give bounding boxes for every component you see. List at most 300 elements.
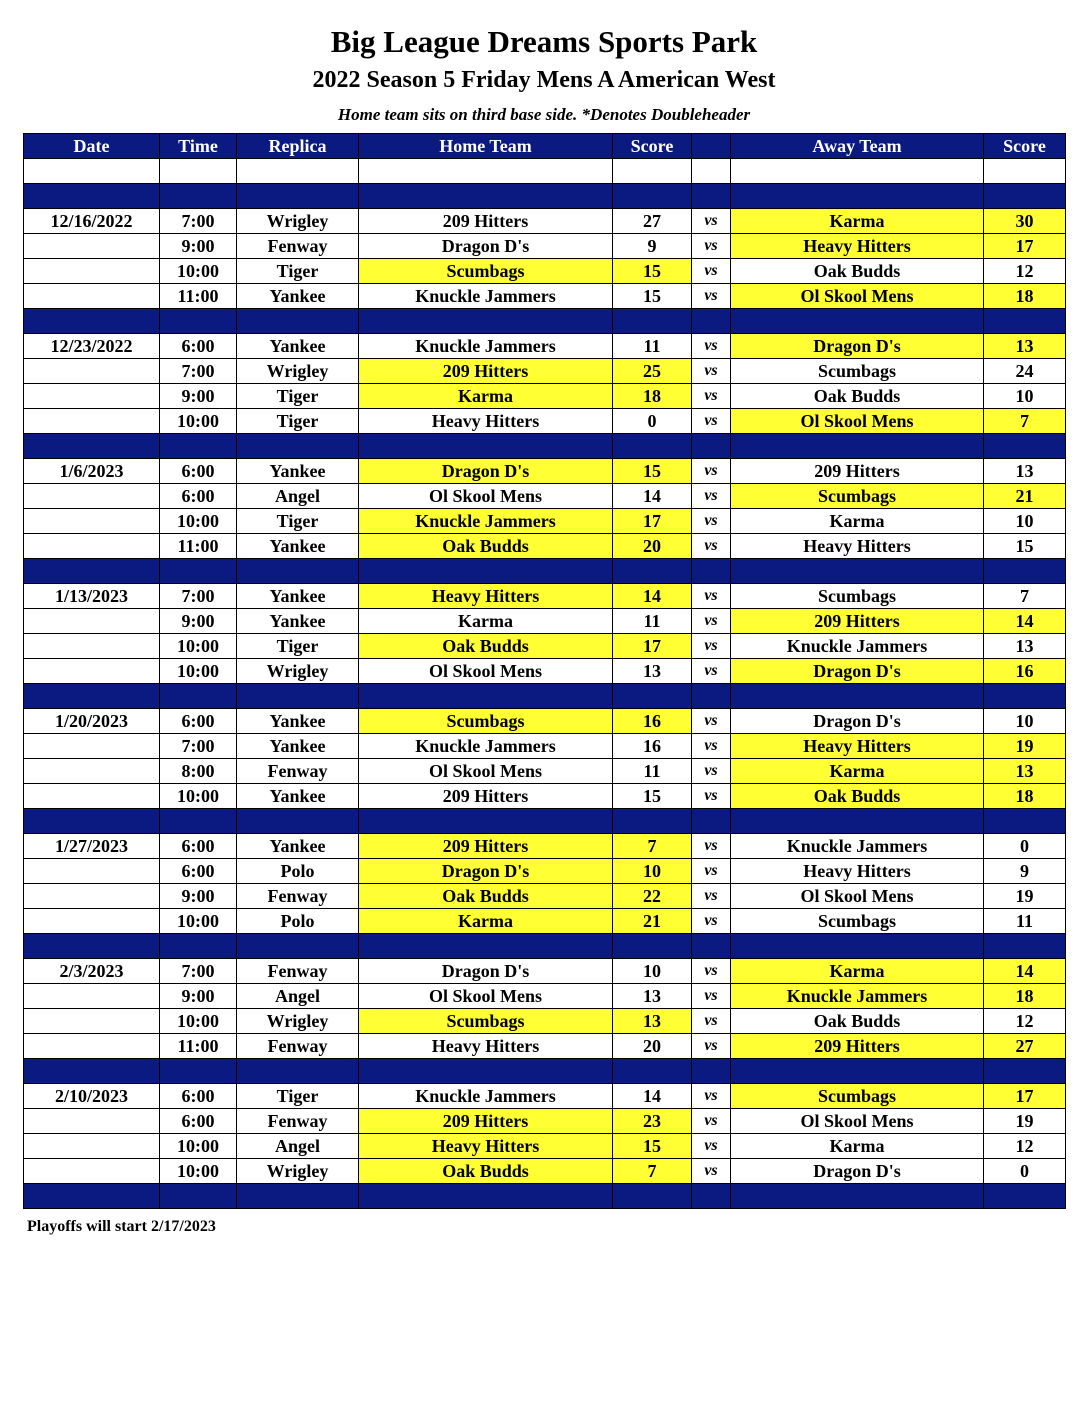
game-time: 7:00 [160,359,237,384]
week-separator-row-cell [160,184,237,209]
week-separator-row-cell [692,684,731,709]
field-name: Yankee [237,709,359,734]
home-score: 18 [613,384,692,409]
game-date [24,1109,160,1134]
game-date [24,1134,160,1159]
vs-label: vs [692,884,731,909]
away-team: Oak Budds [731,784,984,809]
home-score: 16 [613,734,692,759]
home-team: Oak Budds [359,1159,613,1184]
home-score: 20 [613,534,692,559]
game-date [24,659,160,684]
game-time: 10:00 [160,409,237,434]
week-separator-row [24,184,1066,209]
week-separator-row-cell [24,309,160,334]
week-separator-row-cell [160,684,237,709]
away-team: Heavy Hitters [731,734,984,759]
column-header-time: Time [160,134,237,159]
column-header-away-team: Away Team [731,134,984,159]
field-name: Yankee [237,784,359,809]
game-time: 10:00 [160,909,237,934]
vs-label: vs [692,909,731,934]
home-score: 11 [613,609,692,634]
field-name: Yankee [237,534,359,559]
table-header-row [24,134,1066,159]
away-score: 16 [984,659,1066,684]
field-name: Wrigley [237,1159,359,1184]
away-team: Knuckle Jammers [731,634,984,659]
column-header-replica: Replica [237,134,359,159]
home-score: 14 [613,1084,692,1109]
away-score: 13 [984,759,1066,784]
away-score: 18 [984,984,1066,1009]
home-team: Knuckle Jammers [359,509,613,534]
field-name: Yankee [237,584,359,609]
field-name: Wrigley [237,359,359,384]
field-name: Tiger [237,634,359,659]
game-time: 6:00 [160,1084,237,1109]
week-separator-row-cell [237,184,359,209]
home-score: 11 [613,334,692,359]
game-row [24,484,1066,509]
game-date [24,384,160,409]
home-team: Heavy Hitters [359,1034,613,1059]
week-separator-row-cell [359,1059,613,1084]
week-separator-row-cell [731,1059,984,1084]
game-date [24,259,160,284]
game-time: 9:00 [160,234,237,259]
vs-label: vs [692,1009,731,1034]
vs-label: vs [692,259,731,284]
home-score: 17 [613,634,692,659]
game-time: 6:00 [160,1109,237,1134]
away-team: Scumbags [731,359,984,384]
home-team: Heavy Hitters [359,409,613,434]
home-team: Scumbags [359,259,613,284]
game-time: 6:00 [160,459,237,484]
week-separator-row-cell [613,184,692,209]
week-separator-row-cell [160,559,237,584]
week-separator-row-cell [613,684,692,709]
field-name: Angel [237,484,359,509]
away-team: Heavy Hitters [731,859,984,884]
game-row [24,834,1066,859]
week-separator-row-cell [613,934,692,959]
vs-label: vs [692,1109,731,1134]
home-team: Dragon D's [359,959,613,984]
game-date: 12/23/2022 [24,334,160,359]
field-name: Yankee [237,284,359,309]
game-row [24,584,1066,609]
game-row [24,459,1066,484]
vs-label: vs [692,209,731,234]
away-team: Dragon D's [731,709,984,734]
vs-label: vs [692,1084,731,1109]
week-separator-row-cell [613,434,692,459]
schedule-table [23,133,1066,1209]
game-time: 6:00 [160,709,237,734]
away-score: 7 [984,584,1066,609]
week-separator-row [24,809,1066,834]
away-score: 19 [984,734,1066,759]
vs-label: vs [692,1134,731,1159]
game-row [24,384,1066,409]
home-team: Dragon D's [359,234,613,259]
vs-label: vs [692,509,731,534]
away-score: 19 [984,1109,1066,1134]
column-header-home-team: Home Team [359,134,613,159]
blank-row-cell [359,159,613,184]
field-name: Fenway [237,959,359,984]
week-separator-row-cell [984,184,1066,209]
game-row [24,959,1066,984]
home-team: Heavy Hitters [359,584,613,609]
home-score: 21 [613,909,692,934]
home-team: Heavy Hitters [359,1134,613,1159]
vs-label: vs [692,709,731,734]
game-row [24,1084,1066,1109]
vs-label: vs [692,734,731,759]
home-team: Dragon D's [359,859,613,884]
home-team: Ol Skool Mens [359,484,613,509]
vs-label: vs [692,984,731,1009]
game-date [24,509,160,534]
away-score: 14 [984,959,1066,984]
away-team: 209 Hitters [731,1034,984,1059]
away-team: Dragon D's [731,659,984,684]
column-header-home-score: Score [613,134,692,159]
game-time: 10:00 [160,784,237,809]
home-score: 7 [613,834,692,859]
week-separator-row-cell [613,559,692,584]
vs-label: vs [692,334,731,359]
vs-label: vs [692,284,731,309]
week-separator-row-cell [731,309,984,334]
field-name: Angel [237,984,359,1009]
game-date [24,634,160,659]
home-score: 23 [613,1109,692,1134]
away-team: 209 Hitters [731,459,984,484]
week-separator-row-cell [237,1059,359,1084]
field-name: Fenway [237,1034,359,1059]
week-separator-row-cell [359,1184,613,1209]
away-team: Scumbags [731,484,984,509]
field-name: Angel [237,1134,359,1159]
game-row [24,984,1066,1009]
week-separator-row-cell [613,309,692,334]
game-time: 10:00 [160,1009,237,1034]
game-date [24,759,160,784]
home-score: 9 [613,234,692,259]
game-row [24,609,1066,634]
field-name: Wrigley [237,659,359,684]
field-name: Yankee [237,834,359,859]
game-time: 9:00 [160,884,237,909]
home-team: Ol Skool Mens [359,984,613,1009]
week-separator-row-cell [237,309,359,334]
away-team: Scumbags [731,584,984,609]
away-team: Scumbags [731,1084,984,1109]
field-name: Fenway [237,759,359,784]
blank-row [24,159,1066,184]
home-team: Knuckle Jammers [359,284,613,309]
week-separator-row-cell [984,684,1066,709]
week-separator-row-cell [613,809,692,834]
vs-label: vs [692,484,731,509]
week-separator-row-cell [692,1059,731,1084]
home-team: 209 Hitters [359,784,613,809]
vs-label: vs [692,959,731,984]
field-name: Yankee [237,459,359,484]
home-score: 10 [613,859,692,884]
home-team: Karma [359,384,613,409]
vs-label: vs [692,459,731,484]
field-name: Fenway [237,234,359,259]
field-name: Tiger [237,259,359,284]
blank-row-cell [160,159,237,184]
week-separator-row-cell [359,184,613,209]
week-separator-row [24,1184,1066,1209]
week-separator-row-cell [359,809,613,834]
week-separator-row [24,684,1066,709]
game-row [24,334,1066,359]
game-time: 9:00 [160,384,237,409]
game-time: 11:00 [160,284,237,309]
game-time: 7:00 [160,209,237,234]
away-team: Karma [731,959,984,984]
game-time: 10:00 [160,1159,237,1184]
week-separator-row-cell [984,1184,1066,1209]
blank-row-cell [984,159,1066,184]
week-separator-row-cell [731,559,984,584]
home-score: 22 [613,884,692,909]
week-separator-row-cell [24,809,160,834]
away-team: Ol Skool Mens [731,884,984,909]
vs-label: vs [692,834,731,859]
column-header-date: Date [24,134,160,159]
home-score: 13 [613,1009,692,1034]
game-row [24,784,1066,809]
field-name: Wrigley [237,209,359,234]
away-score: 17 [984,234,1066,259]
week-separator-row-cell [359,684,613,709]
week-separator-row-cell [160,934,237,959]
away-team: Heavy Hitters [731,234,984,259]
week-separator-row-cell [692,559,731,584]
week-separator-row-cell [24,184,160,209]
game-row [24,659,1066,684]
field-name: Yankee [237,734,359,759]
away-score: 12 [984,1134,1066,1159]
week-separator-row-cell [613,1059,692,1084]
blank-row-cell [24,159,160,184]
game-date [24,234,160,259]
week-separator-row-cell [613,1184,692,1209]
game-row [24,1134,1066,1159]
home-score: 25 [613,359,692,384]
week-separator-row-cell [984,934,1066,959]
away-score: 13 [984,334,1066,359]
week-separator-row-cell [24,434,160,459]
schedule-body [24,159,1066,1209]
home-team: Karma [359,609,613,634]
field-name: Polo [237,859,359,884]
game-date [24,359,160,384]
away-team: Karma [731,509,984,534]
home-team-note: Home team sits on third base side. *Denotes Doubleheader [337,105,751,124]
game-row [24,884,1066,909]
week-separator-row [24,309,1066,334]
week-separator-row-cell [731,809,984,834]
home-team: Oak Budds [359,534,613,559]
blank-row-cell [731,159,984,184]
week-separator-row-cell [984,309,1066,334]
week-separator-row-cell [24,684,160,709]
week-separator-row-cell [984,559,1066,584]
vs-label: vs [692,659,731,684]
game-date [24,1159,160,1184]
game-row [24,634,1066,659]
field-name: Yankee [237,609,359,634]
vs-label: vs [692,409,731,434]
week-separator-row-cell [160,809,237,834]
home-score: 15 [613,259,692,284]
game-row [24,409,1066,434]
week-separator-row-cell [984,1059,1066,1084]
game-time: 7:00 [160,734,237,759]
home-score: 20 [613,1034,692,1059]
away-score: 0 [984,1159,1066,1184]
game-time: 10:00 [160,659,237,684]
vs-label: vs [692,859,731,884]
week-separator-row-cell [359,434,613,459]
home-team: Knuckle Jammers [359,334,613,359]
week-separator-row-cell [692,184,731,209]
game-time: 7:00 [160,959,237,984]
away-score: 18 [984,784,1066,809]
game-row [24,234,1066,259]
away-score: 10 [984,384,1066,409]
blank-row-cell [692,159,731,184]
week-separator-row-cell [359,309,613,334]
week-separator-row [24,434,1066,459]
field-name: Wrigley [237,1009,359,1034]
away-team: Scumbags [731,909,984,934]
away-score: 12 [984,259,1066,284]
week-separator-row-cell [24,934,160,959]
away-team: 209 Hitters [731,609,984,634]
page-title: Big League Dreams Sports Park [330,24,758,59]
week-separator-row-cell [237,934,359,959]
away-score: 30 [984,209,1066,234]
game-date [24,1009,160,1034]
away-score: 13 [984,634,1066,659]
home-score: 13 [613,659,692,684]
away-score: 17 [984,1084,1066,1109]
week-separator-row-cell [160,1184,237,1209]
home-score: 27 [613,209,692,234]
field-name: Tiger [237,409,359,434]
away-team: Karma [731,209,984,234]
column-header-vs [692,134,731,159]
vs-label: vs [692,784,731,809]
field-name: Fenway [237,884,359,909]
vs-label: vs [692,759,731,784]
game-date: 12/16/2022 [24,209,160,234]
home-score: 15 [613,284,692,309]
game-date: 1/20/2023 [24,709,160,734]
week-separator-row-cell [692,309,731,334]
home-score: 14 [613,584,692,609]
home-score: 13 [613,984,692,1009]
game-date [24,784,160,809]
home-team: Dragon D's [359,459,613,484]
game-date: 2/10/2023 [24,1084,160,1109]
game-row [24,909,1066,934]
blank-row-cell [237,159,359,184]
vs-label: vs [692,534,731,559]
away-team: Karma [731,1134,984,1159]
game-row [24,759,1066,784]
game-row [24,709,1066,734]
game-date [24,984,160,1009]
game-time: 10:00 [160,634,237,659]
away-team: Oak Budds [731,1009,984,1034]
home-team: Oak Budds [359,884,613,909]
home-team: Scumbags [359,1009,613,1034]
game-row [24,1034,1066,1059]
game-date [24,409,160,434]
week-separator-row-cell [692,934,731,959]
week-separator-row-cell [359,934,613,959]
vs-label: vs [692,1159,731,1184]
season-subtitle: 2022 Season 5 Friday Mens A American West [312,67,776,93]
game-time: 8:00 [160,759,237,784]
home-team: Ol Skool Mens [359,759,613,784]
game-row [24,734,1066,759]
home-score: 15 [613,459,692,484]
home-team: Karma [359,909,613,934]
game-date [24,859,160,884]
game-date: 1/13/2023 [24,584,160,609]
home-team: Knuckle Jammers [359,1084,613,1109]
week-separator-row [24,559,1066,584]
field-name: Tiger [237,1084,359,1109]
away-score: 12 [984,1009,1066,1034]
game-row [24,859,1066,884]
game-time: 9:00 [160,609,237,634]
field-name: Tiger [237,509,359,534]
away-score: 13 [984,459,1066,484]
home-team: Oak Budds [359,634,613,659]
field-name: Yankee [237,334,359,359]
game-time: 10:00 [160,259,237,284]
home-team: Ol Skool Mens [359,659,613,684]
home-team: 209 Hitters [359,209,613,234]
game-time: 10:00 [160,1134,237,1159]
home-team: 209 Hitters [359,834,613,859]
away-team: Dragon D's [731,1159,984,1184]
week-separator-row-cell [692,1184,731,1209]
game-date [24,884,160,909]
game-time: 6:00 [160,834,237,859]
away-team: Oak Budds [731,259,984,284]
game-date: 2/3/2023 [24,959,160,984]
away-score: 9 [984,859,1066,884]
week-separator-row-cell [692,434,731,459]
game-time: 6:00 [160,334,237,359]
away-score: 27 [984,1034,1066,1059]
